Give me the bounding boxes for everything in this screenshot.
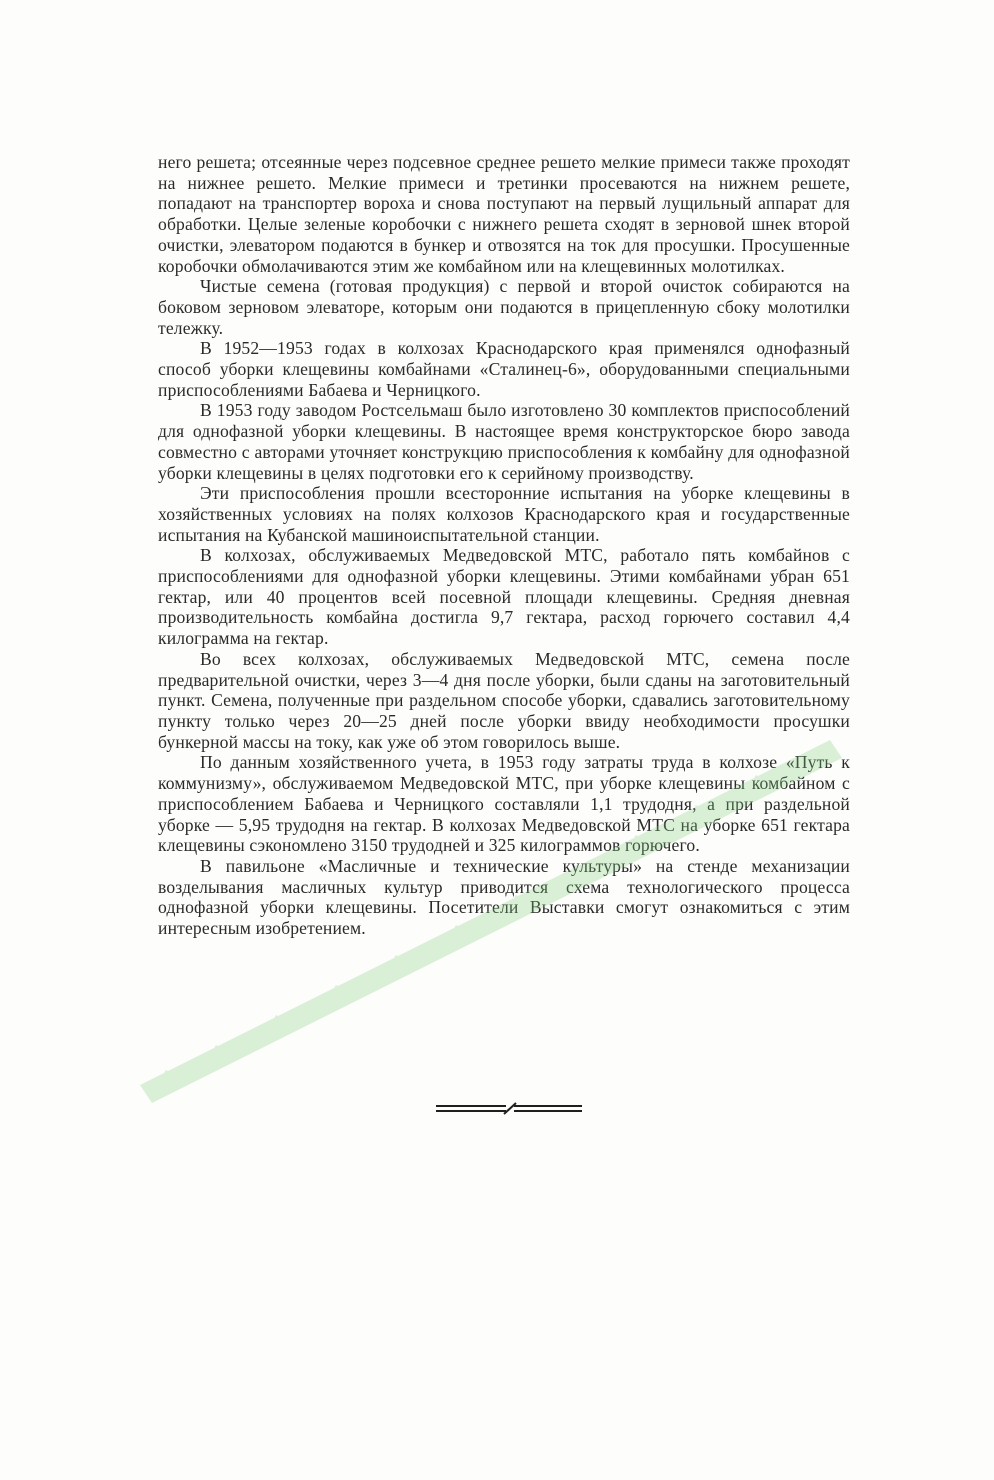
end-divider	[434, 1102, 584, 1116]
paragraph-9: В павильоне «Масличные и технические культуры» на стенде механизации возделывания масличных культур приводится схема технологического процесса однофазной уборки клещевины. Посетители Выставки смогут ознакомиться с этим интересным изобретением.	[158, 855, 850, 939]
body-text	[158, 152, 850, 939]
paragraph-6: В колхозах, обслуживаемых Медведовской МТС, работало пять комбайнов с приспособлениями для однофазной уборки клещевины. Этими комбайнами убран 651 гектар, или 40 процентов всей посевной площади клещевины. Средняя дневная производительность комбайна достигла 9,7 гектара, расход горючего составил 4,4 килограмма на гектар.	[158, 545, 850, 649]
paragraph-1: него решета; отсеянные через подсевное среднее решето мелкие примеси также проходят на нижнее решето. Мелкие примеси и третинки просеваются на нижнем решете, попадают на транспортер вороха и снова поступают на первый лущильный аппарат для обработки. Целые зеленые коробочки с нижнего решета сходят в зерновой шнек второй очистки, элеватором подаются в бункер и отвозятся на ток для просушки. Просушенные коробочки обмолачиваются этим же комбайном или на клещевинных молотилках.	[158, 152, 850, 276]
paragraph-3: В 1952—1953 годах в колхозах Краснодарского края применялся однофазный способ уборки клещевины комбайнами «Сталинец-6», оборудованными специальными приспособлениями Бабаева и Черницкого.	[158, 338, 850, 400]
paragraph-2: Чистые семена (готовая продукция) с первой и второй очисток собираются на боковом зерновом элеваторе, которым они подаются в прицепленную сбоку молотилки тележку.	[158, 276, 850, 338]
paragraph-7: Во всех колхозах, обслуживаемых Медведовской МТС, семена после предварительной очистки, через 3—4 дня после уборки, были сданы на заготовительный пункт. Семена, полученные при раздельном способе уборки, сдавались заготовительному пункту только через 20—25 дней после уборки ввиду необходимости просушки бункерной массы на току, как уже об этом говорилось выше.	[158, 648, 850, 752]
paragraph-5: Эти приспособления прошли всесторонние испытания на уборке клещевины в хозяйственных условиях на полях колхозов Краснодарского края и государственные испытания на Кубанской машиноиспытательной станции.	[158, 483, 850, 545]
paragraph-4: В 1953 году заводом Ростсельмаш было изготовлено 30 комплектов приспособлений для однофазной уборки клещевины. В настоящее время конструкторское бюро завода совместно с авторами уточняет конструкцию приспособления к комбайну для однофазной уборки клещевины в целях подготовки его к серийному производству.	[158, 400, 850, 483]
paragraph-8: По данным хозяйственного учета, в 1953 году затраты труда в колхозе «Путь к коммунизму», обслуживаемом Медведовской МТС, при уборке клещевины комбайном с приспособлением Бабаева и Черницкого составляли 1,1 трудодня, а при раздельной уборке — 5,95 трудодня на гектар. В колхозах Медведовской МТС на уборке 651 гектара клещевины сэкономлено 3150 трудодней и 325 килограммов горючего.	[158, 752, 850, 856]
